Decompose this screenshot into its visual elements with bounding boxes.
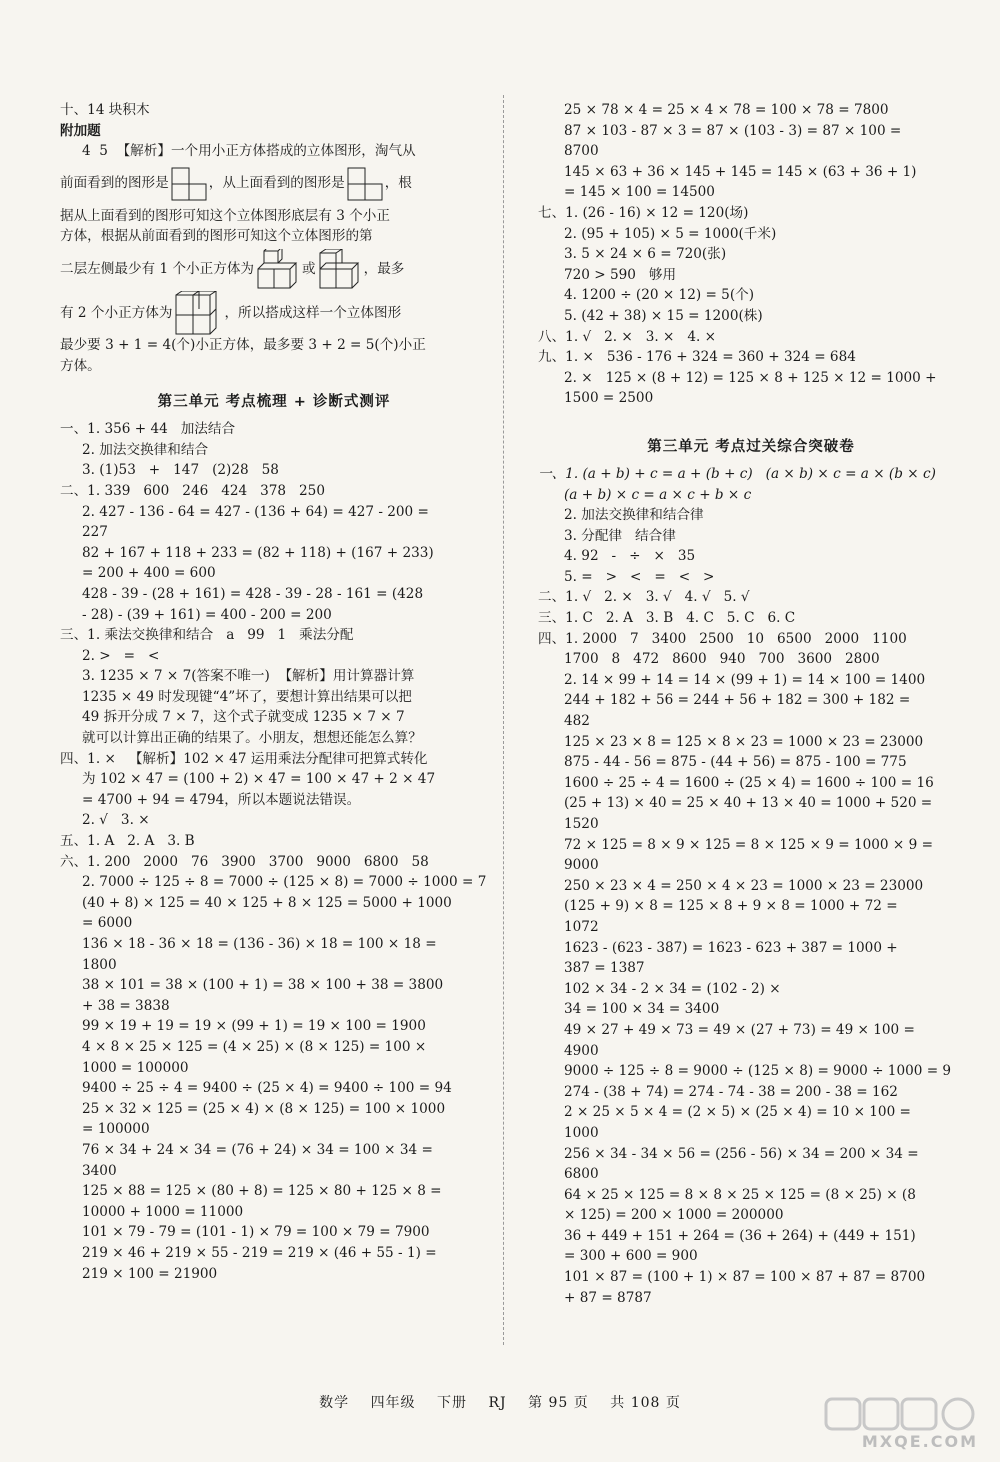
- answer-line: 49 × 27 + 49 × 73 = 49 × (27 + 73) = 49 × 100 =: [564, 1021, 915, 1038]
- answer-line: 二、1. 339 600 246 424 378 250: [60, 482, 325, 499]
- answer-line: 1520: [564, 816, 599, 832]
- bonus-heading: 附加题: [60, 122, 101, 139]
- analysis-line: 方体。: [60, 357, 101, 374]
- answer-line: 274 - (38 + 74) = 274 - 74 - 38 = 200 - 38 = 162: [564, 1083, 898, 1100]
- answer-line: 1235 × 49 时发现键“4”坏了，要想计算出结果可以把: [82, 688, 412, 705]
- footer-total: 共 108 页: [610, 1395, 681, 1411]
- analysis-line: 4 5 【解析】一个用小正方体搭成的立体图形，淘气从: [82, 143, 416, 160]
- answer-line: 256 × 34 - 34 × 56 = (256 - 56) × 34 = 200 × 34 =: [564, 1145, 919, 1162]
- answer-line: 387 = 1387: [564, 960, 645, 977]
- answer-line: 1700 8 472 8600 940 700 3600 2800: [564, 651, 880, 668]
- section-title: 第三单元 考点过关综合突破卷: [647, 438, 855, 455]
- cube-stack-figure-c: [174, 250, 222, 376]
- answer-line: 49 拆开分成 7 × 7，这个式子就变成 1235 × 7 × 7: [82, 709, 405, 726]
- answer-line: 2. 加法交换律和结合律: [564, 507, 704, 524]
- answer-line: - 28) - (39 + 161) = 400 - 200 = 200: [82, 606, 332, 623]
- answer-line: 34 = 100 × 34 = 3400: [564, 1001, 720, 1018]
- answer-line: + 87 = 8787: [564, 1289, 652, 1306]
- analysis-line: 前面看到的图形是 ，从上面看到的图形是 ，根: [60, 162, 488, 206]
- answer-line: (a + b) × c = a × c + b × c: [564, 486, 752, 503]
- answer-line: 101 × 79 - 79 = (101 - 1) × 79 = 100 × 79 = 7900: [82, 1224, 430, 1241]
- answer-line: 四、1. × 【解析】102 × 47 运用乘法分配律可把算式转化: [60, 750, 428, 767]
- answer-line: 一、1. 356 + 44 加法结合: [60, 421, 236, 438]
- footer-page: 第 95 页: [528, 1395, 589, 1411]
- answer-line: = 200 + 400 = 600: [82, 565, 216, 582]
- answer-line: × 125) = 200 × 1000 = 200000: [564, 1207, 784, 1224]
- answer-line: 4. 1200 ÷ (20 × 12) = 5(个): [564, 287, 755, 304]
- answer-line: 七、1. (26 - 16) × 12 = 120(场): [538, 204, 749, 221]
- answer-line: (40 + 8) × 125 = 40 × 125 + 8 × 125 = 5000 + 1000: [82, 894, 452, 911]
- answer-line: 482: [564, 713, 590, 730]
- answer-line: 136 × 18 - 36 × 18 = (136 - 36) × 18 = 100 × 18 =: [82, 936, 437, 952]
- right-column: [538, 100, 952, 1308]
- answer-line: 九、1. × 536 - 176 + 324 = 360 + 324 = 684: [538, 349, 856, 366]
- footer-grade: 四年级: [370, 1395, 416, 1411]
- answer-line: 2. 14 × 99 + 14 = 14 × (99 + 1) = 14 × 100 = 1400: [564, 671, 926, 688]
- answer-line: 为 102 × 47 = (100 + 2) × 47 = 100 × 47 + 2 × 47: [82, 771, 436, 788]
- answer-line: 3. 5 × 24 × 6 = 720(张): [564, 246, 727, 263]
- answer-line: 1500 = 2500: [564, 390, 654, 407]
- answer-line: 720 > 590 够用: [564, 266, 677, 283]
- answer-line: 102 × 34 - 2 × 34 = (102 - 2) ×: [564, 980, 781, 997]
- analysis-line: 据从上面看到的图形可知这个立体图形底层有 3 个小正: [60, 207, 390, 224]
- answer-line: 101 × 87 = (100 + 1) × 87 = 100 × 87 + 87 = 8700: [564, 1269, 926, 1286]
- answer-line: 3400: [82, 1162, 117, 1179]
- answer-list: [538, 464, 952, 1308]
- answer-line: 875 - 44 - 56 = 875 - (44 + 56) = 875 - 100 = 775: [564, 754, 907, 771]
- answer-line: 1000: [564, 1124, 599, 1141]
- analysis-block: [60, 141, 488, 376]
- answer-line: 250 × 23 × 4 = 250 × 4 × 23 = 1000 × 23 = 23000: [564, 877, 924, 894]
- analysis-line: 最少要 3 + 1 = 4(个)小正方体，最多要 3 + 2 = 5(个)小正: [60, 336, 426, 353]
- answer-line: 64 × 25 × 125 = 8 × 8 × 25 × 125 = (8 × 25) × (8: [564, 1186, 916, 1203]
- answer-line: 4900: [564, 1042, 599, 1059]
- answer-line: 1072: [564, 918, 599, 935]
- answer-line: (125 + 9) × 8 = 125 × 8 + 9 × 8 = 1000 + 72 =: [564, 898, 898, 915]
- section-title: 第三单元 考点梳理 + 诊断式测评: [157, 394, 391, 411]
- answer-line: 2 × 25 × 5 × 4 = (2 × 5) × (25 × 4) = 10 × 100 =: [564, 1104, 911, 1121]
- answer-line: 125 × 23 × 8 = 125 × 8 × 23 = 1000 × 23 = 23000: [564, 733, 924, 750]
- answer-line: = 6000: [82, 915, 133, 932]
- answer-line: 1800: [82, 956, 117, 973]
- answer-line: 2. > = <: [82, 647, 160, 664]
- answer-line: 219 × 46 + 219 × 55 - 219 = 219 × (46 + 55 - 1) =: [82, 1244, 437, 1261]
- answer-line: 2. √ 3. ×: [82, 812, 150, 829]
- answer-line: 428 - 39 - (28 + 161) = 428 - 39 - 28 - 161 = (428: [82, 585, 424, 602]
- answer-line: 1000 = 100000: [82, 1059, 189, 1076]
- answer-line: 2. 427 - 136 - 64 = 427 - (136 + 64) = 427 - 200 =: [82, 503, 429, 520]
- answer-line: 145 × 63 + 36 × 145 + 145 = 145 × (63 + 36 + 1): [564, 163, 917, 180]
- answer-line: + 38 = 3838: [82, 997, 170, 1014]
- answer-line: 一、1. (a + b) + c = a + (b + c) (a × b) × c = a × (b × c): [538, 465, 936, 482]
- footer-edition: RJ: [488, 1395, 507, 1411]
- answer-line: = 4700 + 94 = 4794，所以本题说法错误。: [82, 791, 361, 808]
- column-divider: [503, 95, 504, 1345]
- watermark-text: MXQE.COM: [861, 1432, 978, 1451]
- answer-line: = 145 × 100 = 14500: [564, 184, 715, 201]
- answer-line: = 300 + 600 = 900: [564, 1248, 698, 1265]
- answer-line: 四、1. 2000 7 3400 2500 10 6500 2000 1100: [538, 630, 907, 647]
- answer-line: 4. 92 - ÷ × 35: [564, 548, 696, 565]
- answer-line: 1600 ÷ 25 ÷ 4 = 1600 ÷ (25 × 4) = 1600 ÷ 100 = 16: [564, 774, 934, 791]
- answer-line: 2. (95 + 105) × 5 = 1000(千米): [564, 225, 777, 242]
- answer-line: 2. 7000 ÷ 125 ÷ 8 = 7000 ÷ (125 × 8) = 7000 ÷ 1000 = 7: [82, 874, 487, 891]
- answer-line: 6800: [564, 1166, 599, 1183]
- answer-line: 八、1. √ 2. × 3. × 4. ×: [538, 328, 717, 345]
- answer-line: 5. (42 + 38) × 15 = 1200(株): [564, 307, 763, 324]
- answer-line: (25 + 13) × 40 = 25 × 40 + 13 × 40 = 1000 + 520 =: [564, 795, 933, 812]
- answer-line: 76 × 34 + 24 × 34 = (76 + 24) × 34 = 100 × 34 =: [82, 1141, 433, 1158]
- answer-line: = 100000: [82, 1121, 150, 1138]
- answer-line: 244 + 182 + 56 = 244 + 56 + 182 = 300 + 182 =: [564, 692, 911, 709]
- analysis-line: 方体，根据从前面看到的图形可知这个立体图形的第: [60, 228, 373, 245]
- answer-line: 9000: [564, 857, 599, 874]
- answer-line: 99 × 19 + 19 = 19 × (99 + 1) = 19 × 100 = 1900: [82, 1018, 426, 1035]
- answer-line: 125 × 88 = 125 × (80 + 8) = 125 × 80 + 125 × 8 =: [82, 1183, 442, 1200]
- answer-line: 二、1. √ 2. × 3. √ 4. √ 5. √: [538, 589, 750, 606]
- answer-line: 3. (1)53 + 147 (2)28 58: [82, 462, 279, 479]
- answer-line: 8700: [564, 143, 599, 160]
- answer-line: 3. 分配律 结合律: [564, 527, 676, 544]
- answer-list-top: [538, 100, 942, 409]
- answer-line: 三、1. 乘法交换律和结合 a 99 1 乘法分配: [60, 627, 354, 644]
- answer-line: 三、1. C 2. A 3. B 4. C 5. C 6. C: [538, 610, 796, 627]
- answer-line: 六、1. 200 2000 76 3900 3700 9000 6800 58: [60, 853, 429, 870]
- answer-line: 38 × 101 = 38 × (100 + 1) = 38 × 100 + 38 = 3800: [82, 977, 444, 994]
- answer-line: 就可以计算出正确的结果了。小朋友，想想还能怎么算？: [82, 730, 422, 747]
- answer-line: 25 × 32 × 125 = (25 × 4) × (8 × 125) = 100 × 1000: [82, 1100, 446, 1117]
- answer-line: 25 × 78 × 4 = 25 × 4 × 78 = 100 × 78 = 7800: [564, 102, 889, 118]
- answer-line: 5. = > < = < >: [564, 568, 715, 585]
- analysis-line: 二层左侧最少有 1 个小正方体为 或 ，最多: [60, 247, 488, 291]
- answer-line: 1623 - (623 - 387) = 1623 - 623 + 387 = 1000 +: [564, 939, 898, 956]
- left-column: [60, 100, 488, 1284]
- answer-line: 9400 ÷ 25 ÷ 4 = 9400 ÷ (25 × 4) = 9400 ÷ 100 = 94: [82, 1080, 452, 1097]
- answer-list: [60, 419, 488, 1284]
- answer-line: 82 + 167 + 118 + 233 = (82 + 118) + (167 + 233): [82, 544, 434, 561]
- answer-line: 五、1. A 2. A 3. B: [60, 833, 195, 850]
- analysis-line: 有 2 个小正方体为 ，所以搭成这样一个立体图形: [60, 291, 488, 335]
- answer-line: 3. 1235 × 7 × 7(答案不唯一) 【解析】用计算器计算: [82, 668, 415, 685]
- answer-line: 10000 + 1000 = 11000: [82, 1203, 244, 1220]
- answer-line: 219 × 100 = 21900: [82, 1265, 218, 1282]
- answer-line: 87 × 103 - 87 × 3 = 87 × (103 - 3) = 87 × 100 =: [564, 122, 902, 139]
- answer-line: 2. × 125 × (8 + 12) = 125 × 8 + 125 × 12 = 1000 +: [564, 369, 937, 386]
- footer-volume: 下册: [437, 1395, 468, 1411]
- answer-line: 4 × 8 × 25 × 125 = (4 × 25) × (8 × 125) = 100 ×: [82, 1038, 427, 1055]
- answer-line: 十、14 块积木: [60, 102, 150, 118]
- answer-line: 9000 ÷ 125 ÷ 8 = 9000 ÷ (125 × 8) = 9000 ÷ 1000 = 9: [564, 1063, 952, 1080]
- answer-line: 227: [82, 524, 108, 541]
- footer-subject: 数学: [319, 1395, 350, 1411]
- answer-line: 36 + 449 + 151 + 264 = (36 + 264) + (449 + 151): [564, 1227, 916, 1244]
- answer-line: 2. 加法交换律和结合: [82, 441, 209, 458]
- answer-line: 72 × 125 = 8 × 9 × 125 = 8 × 125 × 9 = 1000 × 9 =: [564, 836, 933, 853]
